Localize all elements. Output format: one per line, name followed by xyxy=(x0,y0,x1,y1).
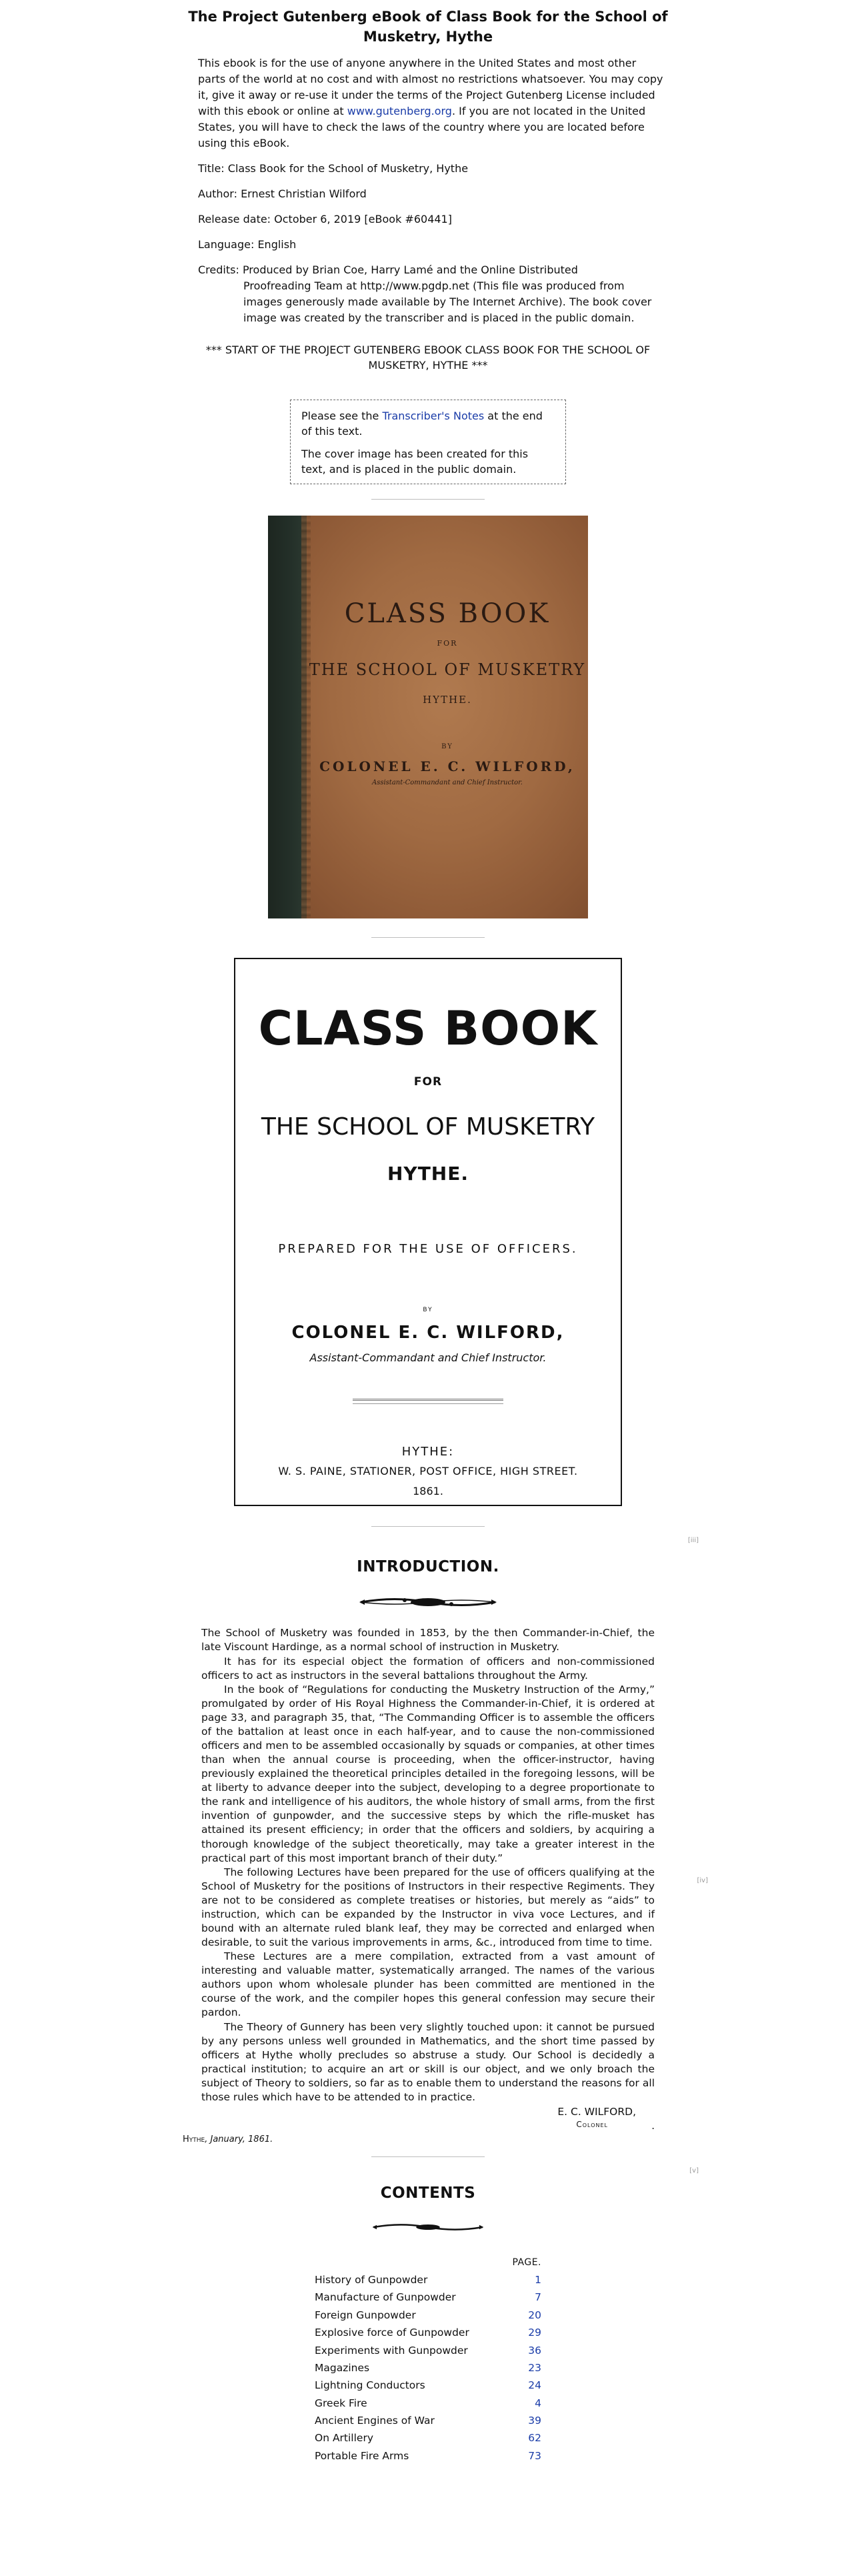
toc-row xyxy=(315,2271,541,2289)
toc-row xyxy=(315,2377,541,2394)
page-marker-iii[interactable]: [iii] xyxy=(687,1537,699,1544)
toc-page-link[interactable]: 1 xyxy=(535,2274,541,2287)
toc-row xyxy=(315,2447,541,2465)
page-marker-iv[interactable]: [iv] xyxy=(697,1877,708,1885)
cover-image xyxy=(268,516,588,918)
title-page-year: 1861. xyxy=(413,1485,443,1497)
signature-place-date: Hythe, January, 1861. xyxy=(183,2134,273,2144)
cover-subtitle: Assistant-Commandant and Chief Instructor. xyxy=(371,779,523,786)
introduction-heading: INTRODUCTION. xyxy=(357,1558,499,1575)
credits-rest: Proofreading Team at http://www.pgdp.net (This file was produced from images generously made available by The Internet Archive). The book cover image was created by the transcriber and is placed in the public domain. xyxy=(243,279,652,324)
signature-rank: Colonel xyxy=(576,2120,608,2129)
toc-title: On Artillery xyxy=(315,2432,374,2445)
cover-by: BY xyxy=(441,743,453,750)
toc-page-link[interactable]: 20 xyxy=(528,2309,541,2321)
table-of-contents xyxy=(315,2255,541,2465)
toc-page-link[interactable]: 62 xyxy=(528,2432,541,2445)
cover-author: COLONEL E. C. WILFORD, xyxy=(319,758,575,774)
toc-page-link[interactable]: 24 xyxy=(528,2379,541,2392)
title-page-school: THE SCHOOL OF MUSKETRY xyxy=(261,1113,595,1141)
license-paragraph: This ebook is for the use of anyone anywhere in the United States and most other parts of the world at no cost and with almost no restrictions whatsoever. You may copy it, give it away or re-use it under the terms of the Project Gutenberg License included with this ebook or online at www.gutenberg.org. If you are not located in the United States, you will have to check the laws of the country where you are located before using this eBook. xyxy=(198,56,663,149)
title-page-box xyxy=(234,958,622,1506)
page-marker-v[interactable]: [v] xyxy=(689,2167,699,2174)
toc-row xyxy=(315,2307,541,2324)
toc-row xyxy=(315,2412,541,2429)
title-page-place: HYTHE: xyxy=(401,1445,455,1459)
title-page-asst: Assistant-Commandant and Chief Instructor. xyxy=(309,1351,547,1364)
transcriber-note-box xyxy=(290,400,566,484)
toc-title: Manufacture of Gunpowder xyxy=(315,2291,456,2304)
toc-page-label: PAGE. xyxy=(512,2257,541,2269)
credits-block xyxy=(198,262,665,326)
intro-paragraph: These Lectures are a mere compilation, extracted from a vast amount of interesting and valuable matter, systematically arranged. The names of the various authors upon whom wholesale plunder has been committed are mentioned in the course of the work, and the compiler hopes this general confession may secure their pardon. xyxy=(201,1950,655,2019)
toc-row xyxy=(315,2342,541,2359)
toc-title: History of Gunpowder xyxy=(315,2274,428,2287)
title-page-printer: W. S. PAINE, STATIONER, POST OFFICE, HIGH STREET. xyxy=(278,1465,578,1477)
title-page-rule xyxy=(353,1399,503,1401)
toc-row xyxy=(315,2395,541,2412)
toc-title: Explosive force of Gunpowder xyxy=(315,2327,469,2339)
toc-title: Magazines xyxy=(315,2361,370,2374)
toc-rows xyxy=(315,2271,541,2465)
cover-title: CLASS BOOK xyxy=(344,598,551,629)
flourish-ornament xyxy=(358,1594,498,1610)
credits-first: Produced by Brian Coe, Harry Lamé and the Online Distributed xyxy=(242,263,578,276)
toc-title: Foreign Gunpowder xyxy=(315,2309,416,2321)
title-page-for: FOR xyxy=(413,1075,443,1089)
start-marker: *** START OF THE PROJECT GUTENBERG EBOOK CLASS BOOK FOR THE SCHOOL OF MUSKETRY, HYTHE *** xyxy=(205,343,651,372)
page-title: The Project Gutenberg eBook of Class Book for the School of Musketry, Hythe xyxy=(188,9,668,45)
release-line: Release date: October 6, 2019 [eBook #60441] xyxy=(198,212,452,225)
intro-paragraph: It has for its especial object the formation of officers and non-commissioned officers to act as instructors in the several battalions throughout the Army. xyxy=(201,1655,655,1682)
toc-row xyxy=(315,2324,541,2341)
toc-title: Lightning Conductors xyxy=(315,2379,425,2392)
intro-paragraph: The Theory of Gunnery has been very slightly touched upon: it cannot be pursued by any persons unless well grounded in Mathematics, and the short time passed by officers at Hythe wholly precludes so abstruse a study. Our School is decidedly a practical institution; to acquire an art or skill is our object, and we only broach the subject of Theory to soldiers, so far as to enable them to understand the reasons for all those rules which have to be attended to in practice. xyxy=(201,2020,655,2103)
toc-page-link[interactable]: 36 xyxy=(528,2344,541,2357)
toc-row xyxy=(315,2359,541,2377)
note-line-2: The cover image has been created for this text, and is placed in the public domain. xyxy=(301,447,529,476)
intro-paragraph: The School of Musketry was founded in 1853, by the then Commander-in-Chief, the late Viscount Hardinge, as a normal school of instruction in Musketry. xyxy=(201,1627,655,1654)
cover-school: THE SCHOOL OF MUSKETRY xyxy=(309,660,586,679)
contents-heading: CONTENTS xyxy=(380,2184,476,2202)
cover-hythe: HYTHE. xyxy=(423,694,472,706)
toc-page-link[interactable]: 29 xyxy=(528,2327,541,2339)
title-page-author: COLONEL E. C. WILFORD, xyxy=(291,1323,565,1343)
cover-for: FOR xyxy=(437,639,458,648)
title-page-hythe: HYTHE. xyxy=(387,1163,469,1185)
title-page-prepared: PREPARED FOR THE USE OF OFFICERS. xyxy=(278,1242,578,1256)
note-line-1: Please see the Transcriber's Notes at the end of this text. xyxy=(301,410,543,438)
author-line: Author: Ernest Christian Wilford xyxy=(198,187,367,200)
signature-name: E. C. WILFORD, xyxy=(557,2106,636,2118)
credits-label: Credits: xyxy=(198,263,243,276)
intro-paragraph: The following Lectures have been prepared for the use of officers qualifying at the School of Musketry for the positions of Instructors in their respective Regiments. They are not to be considered as complete treatises or histories, but merely as “aids” to instruction, which can be expanded by the Instructor in viva voce Lectures, and if bound with an alternate ruled blank leaf, they may be corrected and enlarged when desirable, to suit the various improvements in arms, &c., introduced from time to time. xyxy=(201,1866,655,1949)
toc-page-link[interactable]: 39 xyxy=(528,2414,541,2427)
ebook-page xyxy=(0,7,856,2465)
toc-row xyxy=(315,2289,541,2306)
toc-row xyxy=(315,2429,541,2447)
toc-title: Experiments with Gunpowder xyxy=(315,2344,468,2357)
transcribers-notes-link[interactable]: Transcriber's Notes xyxy=(382,410,485,423)
gutenberg-link[interactable]: www.gutenberg.org xyxy=(347,104,452,117)
language-line: Language: English xyxy=(198,237,297,251)
toc-page-link[interactable]: 4 xyxy=(535,2397,541,2409)
toc-page-link[interactable]: 7 xyxy=(535,2291,541,2304)
signature-block: E. C. WILFORD, Colonel . Hythe, January, 1861. xyxy=(201,2104,655,2147)
introduction-body xyxy=(201,1626,708,2104)
title-page-big: CLASS BOOK xyxy=(258,1001,598,1056)
toc-title: Portable Fire Arms xyxy=(315,2449,409,2462)
toc-title: Ancient Engines of War xyxy=(315,2414,435,2427)
title-page-by: BY xyxy=(423,1307,433,1313)
toc-page-link[interactable]: 73 xyxy=(528,2449,541,2462)
toc-title: Greek Fire xyxy=(315,2397,367,2409)
title-page-rule xyxy=(353,1403,503,1404)
boilerplate-section xyxy=(191,55,665,326)
title-line: Title: Class Book for the School of Musketry, Hythe xyxy=(198,161,469,175)
flourish-ornament xyxy=(371,2219,485,2235)
intro-paragraph: In the book of “Regulations for conducting the Musketry Instruction of the Army,” promulgated by order of His Royal Highness the Commander-in-Chief, it is ordered at page 33, and paragraph 35, that, “The Commanding Officer is to assemble the officers of the battalion at least once in each half-year, and to cause the non-commissioned officers and men to be assembled occasionally by squads or companies, at other times than when the annual course is proceeding, when the officer-instructor, having previously explained the theoretical principles detailed in the foregoing lessons, will be at liberty to advance deeper into the subject, developing to a degree proportionate to the rank and intelligence of his auditors, the whole history of small arms, from the first invention of gunpowder, and the successive steps by which the rifle-musket has attained its present efficiency; in order that the officers and soldiers, by acquiring a thorough knowledge of the subject theoretically, may take a greater interest in the practical part of this most important branch of their duty.” xyxy=(201,1683,655,1864)
toc-page-link[interactable]: 23 xyxy=(528,2361,541,2374)
